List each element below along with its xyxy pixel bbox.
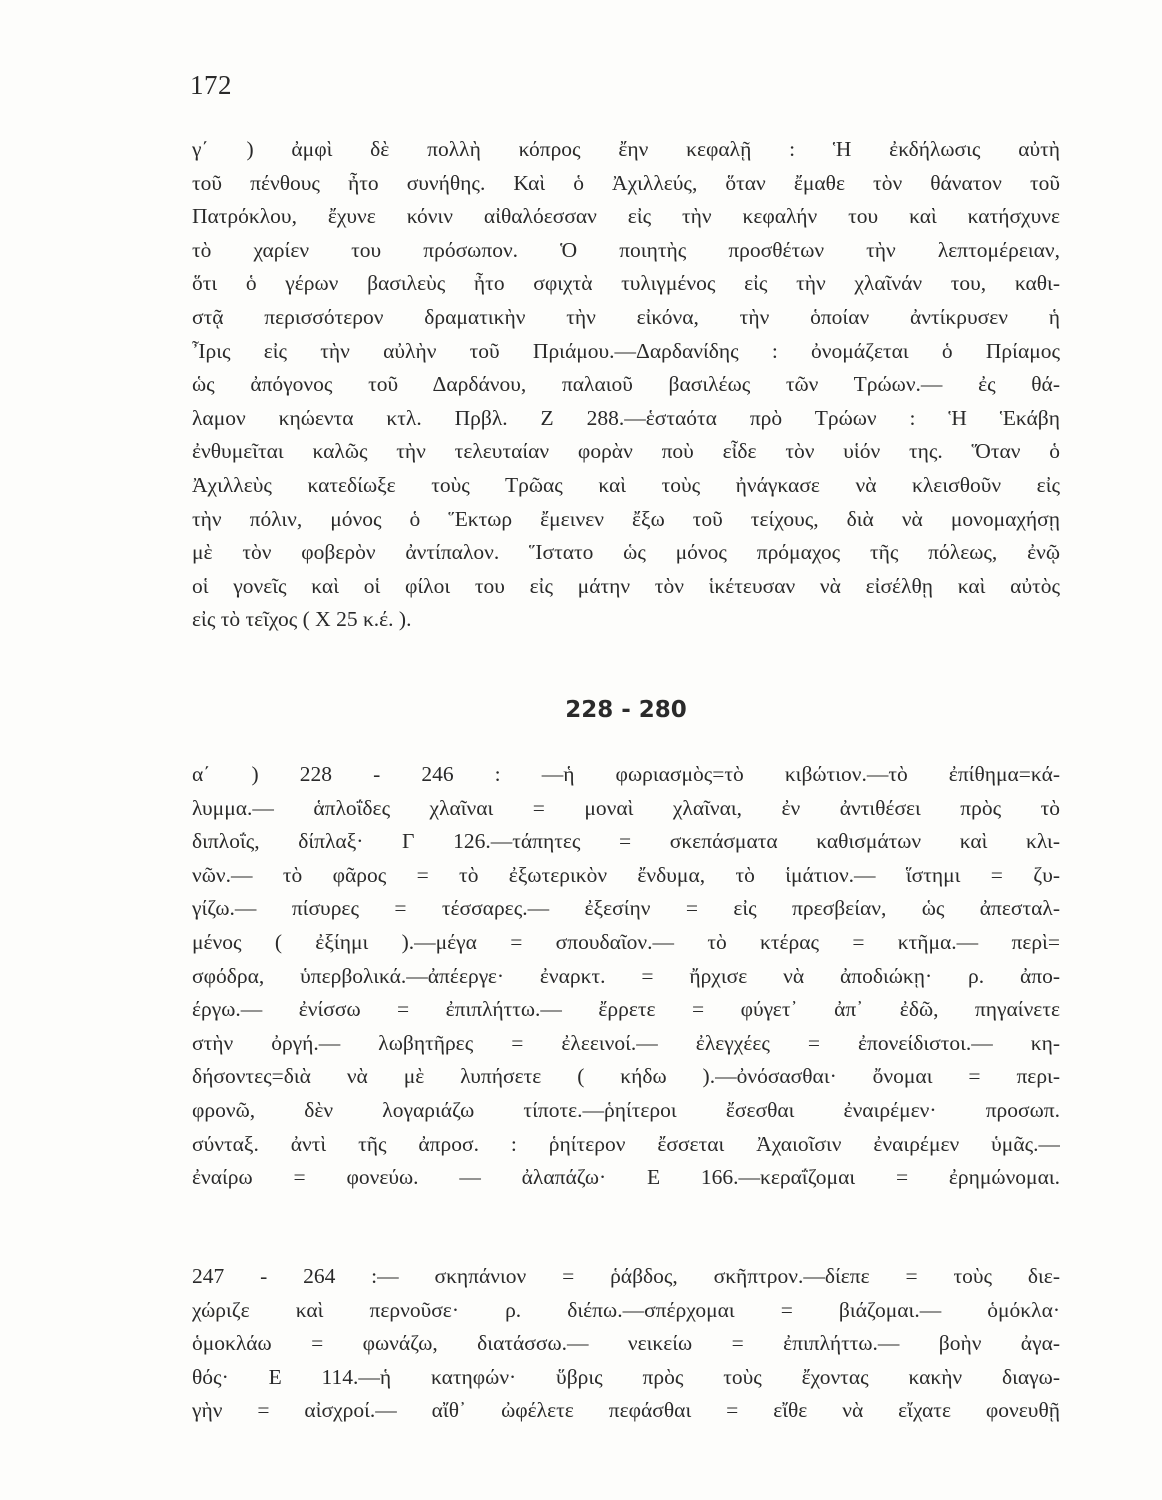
text-line: στᾷ περισσότερον δραματικὴν τὴν εἰκόνα, τὴν ὁποίαν ἀντίκρυσεν ἡ (192, 304, 1060, 329)
commentary-block-alpha (192, 758, 1060, 1195)
text-line: λυμμα.— ἁπλοΐδες χλαῖναι = μοναὶ χλαῖναι, ἐν ἀντιθέσει πρὸς τὸ (192, 795, 1060, 820)
text-line: τὴν πόλιν, μόνος ὁ Ἕκτωρ ἔμεινεν ἔξω τοῦ τείχους, διὰ νὰ μονομαχήσῃ (192, 506, 1060, 531)
page-number: 172 (190, 70, 232, 100)
text-line: έργω.— ἐνίσσω = ἐπιπλήττω.— ἔρρετε = φύγετ᾿ ἀπ᾿ ἐδῶ, πηγαίνετε (192, 997, 1060, 1022)
text-line: Ἀχιλλεὺς κατεδίωξε τοὺς Τρῶας καὶ τοὺς ἠνάγκασε νὰ κλεισθοῦν εἰς (192, 472, 1060, 497)
commentary-block-247-264 (192, 1260, 1060, 1428)
text-line: γὴν = αἰσχροί.— αἴθ᾿ ὠφέλετε πεφάσθαι = εἴθε νὰ εἴχατε φονευθῇ (192, 1398, 1060, 1423)
text-line: μὲ τὸν φοβερὸν ἀντίπαλον. Ἵστατο ὡς μόνος πρόμαχος τῆς πόλεως, ἐνῷ (192, 540, 1060, 565)
text-line: 247 - 264 :— σκηπάνιον = ῥάβδος, σκῆπτρον.—δίεπε = τοὺς διε- (192, 1264, 1060, 1288)
text-line: σύνταξ. ἀντὶ τῆς ἀπροσ. : ῥηίτερον ἔσσεται Ἀχαιοῖσιν ἐναιρέμεν ὑμᾶς.— (192, 1131, 1060, 1156)
text-line: τοῦ πένθους ἦτο συνήθης. Καὶ ὁ Ἀχιλλεύς, ὅταν ἔμαθε τὸν θάνατον τοῦ (192, 170, 1060, 195)
text-line: νῶν.— τὸ φᾶρος = τὸ ἐξωτερικὸν ἔνδυμα, τὸ ἱμάτιον.— ἵστημι = ζυ- (192, 862, 1060, 887)
text-line: χώριζε καὶ περνοῦσε· ρ. διέπω.—σπέρχομαι = βιάζομαι.— ὁμόκλα· (192, 1297, 1060, 1322)
text-line: δήσοντες=διὰ νὰ μὲ λυπήσετε ( κήδω ).—ὀνόσασθαι· ὄνομαι = περι- (192, 1064, 1060, 1089)
text-line: λαμον κηώεντα κτλ. Πρβλ. Ζ 288.—ἑσταότα πρὸ Τρώων : Ἡ Ἑκάβη (192, 405, 1060, 430)
text-line: α΄ ) 228 - 246 : —ἡ φωριασμὸς=τὸ κιβώτιον.—τὸ ἐπίθημα=κά- (192, 762, 1060, 786)
text-line: Ἶρις εἰς τὴν αὐλὴν τοῦ Πριάμου.—Δαρδανίδης : ὀνομάζεται ὁ Πρίαμος (192, 338, 1060, 363)
section-heading: 228 - 280 (565, 697, 687, 723)
text-line: ἐνθυμεῖται καλῶς τὴν τελευταίαν φορὰν ποὺ εἶδε τὸν υἱόν της. Ὅταν ὁ (192, 439, 1060, 464)
text-line: φρονῶ, δὲν λογαριάζω τίποτε.—ῥηίτεροι ἔσεσθαι ἐναιρέμεν· προσωπ. (192, 1097, 1060, 1122)
text-line: ἐναίρω = φονεύω. — ἀλαπάζω· Ε 166.—κεραΐζομαι = ἐρημώνομαι. (192, 1165, 1060, 1190)
text-line: γίζω.— πίσυρες = τέσσαρες.— ἐξεσίην = εἰς πρεσβείαν, ὡς ἀπεσταλ- (192, 896, 1060, 921)
text-line: στὴν ὀργή.— λωβητῆρες = ἐλεεινοί.— ἐλεγχέες = ἐπονείδιστοι.— κη- (192, 1030, 1060, 1055)
text-line: τὸ χαρίεν του πρόσωπον. Ὁ ποιητὴς προσθέτων τὴν λεπτομέρειαν, (192, 237, 1060, 262)
text-line: ὡς ἀπόγονος τοῦ Δαρδάνου, παλαιοῦ βασιλέως τῶν Τρώων.— ἐς θά- (192, 372, 1060, 397)
text-line: ὅτι ὁ γέρων βασιλεὺς ἦτο σφιχτὰ τυλιγμένος εἰς τὴν χλαῖνάν του, καθι- (192, 271, 1060, 296)
commentary-block-gamma (192, 133, 1060, 637)
text-line: ὁμοκλάω = φωνάζω, διατάσσω.— νεικείω = ἐπιπλήττω.— βοὴν ἀγα- (192, 1331, 1060, 1356)
text-line: Πατρόκλου, ἔχυνε κόνιν αἰθαλόεσσαν εἰς τὴν κεφαλήν του καὶ κατήσχυνε (192, 204, 1060, 229)
text-line: οἱ γονεῖς καὶ οἱ φίλοι του εἰς μάτην τὸν ἱκέτευσαν νὰ εἰσέλθῃ καὶ αὐτὸς (192, 573, 1060, 598)
text-line: γ΄ ) ἀμφὶ δὲ πολλὴ κόπρος ἔην κεφαλῇ : Ἡ ἐκδήλωσις αὐτὴ (192, 137, 1060, 161)
text-line: διπλοΐς, δίπλαξ· Γ 126.—τάπητες = σκεπάσματα καθισμάτων καὶ κλι- (192, 829, 1060, 854)
text-line: εἰς τὸ τεῖχος ( Χ 25 κ.έ. ). (192, 607, 412, 632)
text-line: θός· Ε 114.—ἡ κατηφών· ὕβρις πρὸς τοὺς ἔχοντας κακὴν διαγω- (192, 1364, 1060, 1389)
text-line: σφόδρα, ὑπερβολικά.—ἀπέεργε· ἐναρκτ. = ἤρχισε νὰ ἀποδιώκῃ· ρ. ἀπο- (192, 963, 1060, 988)
text-line: μένος ( ἐξίημι ).—μέγα = σπουδαῖον.— τὸ κτέρας = κτῆμα.— περὶ= (192, 929, 1060, 954)
